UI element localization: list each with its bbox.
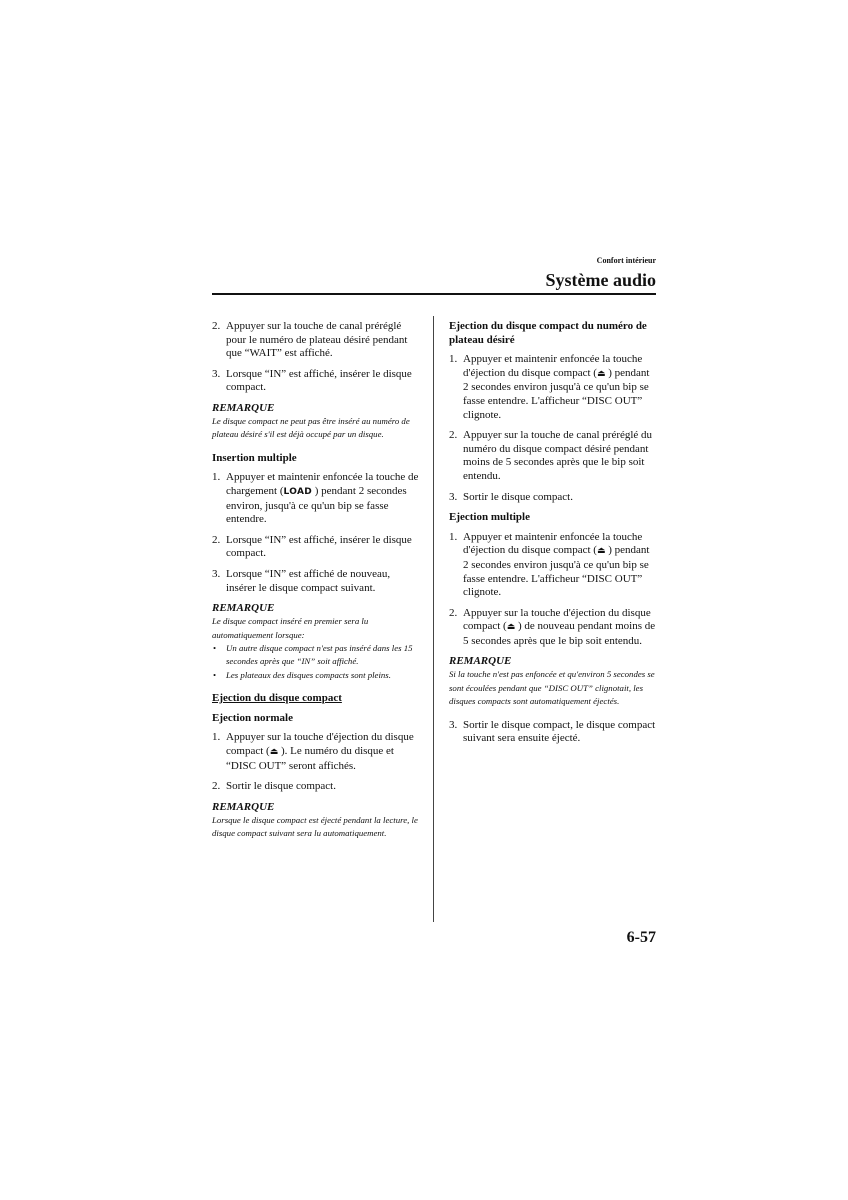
eject-icon: ⏏: [596, 546, 606, 557]
step-2: [212, 320, 420, 361]
eject-icon: ⏏: [506, 622, 516, 633]
step-text: Appuyer sur la touche d'éjection du disque compact (⏏ ) de nouveau pendant moins de 5 secondes après que le bip soit entendu.: [463, 606, 656, 647]
step-1: [449, 531, 657, 600]
step-1: [212, 471, 420, 526]
step-text: Appuyer sur la touche d'éjection du disque compact (⏏ ). Le numéro du disque et “DISC OUT” seront affichés.: [226, 731, 414, 772]
step-2: [212, 534, 420, 561]
step-3: [449, 719, 657, 746]
right-column: [449, 320, 657, 753]
heading-ejection: Ejection du disque compact: [212, 692, 342, 705]
step-number: 3.: [212, 367, 221, 380]
note-title: REMARQUE: [449, 655, 512, 668]
page-header: [212, 256, 656, 291]
step-number: 2.: [449, 429, 458, 442]
step-text: Appuyer et maintenir enfoncée la touche de chargement (LOAD ) pendant 2 secondes environ, jusqu'à ce qu'un bip se fasse entendre.: [226, 471, 419, 526]
heading-insertion-multiple: Insertion multiple: [212, 451, 297, 464]
eject-icon: ⏏: [269, 746, 279, 757]
step-2: [449, 607, 657, 649]
note-body: Le disque compact ne peut pas être inséré au numéro de plateau désiré s'il est déjà occupé par un disque.: [212, 415, 410, 440]
step-3: [212, 568, 420, 595]
step-number: 2.: [212, 780, 221, 793]
step-text: Appuyer sur la touche de canal préréglé du numéro du disque compact désiré pendant moins de 5 secondes après que le bip soit entendu.: [463, 429, 653, 482]
step-number: 1.: [449, 530, 458, 543]
note-title: REMARQUE: [212, 602, 275, 615]
step-number: 1.: [212, 471, 221, 484]
step-number: 2.: [212, 320, 221, 332]
column-divider: [433, 316, 434, 922]
step-number: 3.: [212, 567, 221, 580]
step-1: [212, 731, 420, 773]
step-1: [449, 353, 657, 422]
step-text: Appuyer et maintenir enfoncée la touche d'éjection du disque compact (⏏ ) pendant 2 secondes environ jusqu'à ce qu'un bip se fasse entendre. L'afficheur “DISC OUT” clignote.: [463, 353, 650, 421]
eject-icon: ⏏: [596, 368, 606, 379]
load-icon: LOAD: [283, 486, 312, 497]
step-number: 3.: [449, 490, 458, 503]
step-text: Sortir le disque compact.: [463, 490, 573, 503]
step-text: Lorsque “IN” est affiché, insérer le disque compact.: [226, 367, 412, 394]
note-body: Lorsque le disque compact est éjecté pendant la lecture, le disque compact suivant sera lu automatiquement.: [212, 814, 418, 839]
header-rule: [212, 293, 656, 295]
step-3: [449, 491, 657, 505]
step-number: 1.: [212, 731, 221, 744]
bullet-dot: •: [213, 642, 217, 653]
heading-eject-multiple: Ejection multiple: [449, 511, 530, 524]
note-body: Si la touche n'est pas enfoncée et qu'environ 5 secondes se sont écoulées pendant que “DISC OUT” clignotait, les disques compacts sont automatiquement éjectés.: [449, 669, 655, 707]
note-title: REMARQUE: [212, 800, 275, 813]
section-label: Confort intérieur: [596, 256, 656, 265]
heading-eject-selected-tray: Ejection du disque compact du numéro de plateau désiré: [449, 320, 647, 346]
step-text: Sortir le disque compact.: [226, 780, 336, 793]
step-text: Sortir le disque compact, le disque compact suivant sera ensuite éjecté.: [463, 718, 656, 745]
step-text: Appuyer sur la touche de canal préréglé pour le numéro de plateau désiré pendant que “WAIT” est affiché.: [226, 320, 408, 360]
note-body: Le disque compact inséré en premier sera lu automatiquement lorsque:: [212, 616, 369, 640]
left-column: [212, 320, 420, 851]
note-occupied-tray: [212, 402, 420, 442]
step-number: 2.: [449, 606, 458, 619]
note-title: REMARQUE: [212, 401, 275, 414]
step-2: [449, 429, 657, 483]
note-bullet: • Un autre disque compact n'est pas inséré dans les 15 secondes après que “IN” soit affiché.: [213, 642, 413, 667]
step-3: [212, 368, 420, 395]
step-text: Lorsque “IN” est affiché, insérer le disque compact.: [226, 533, 412, 560]
step-number: 2.: [212, 533, 221, 546]
step-text: Lorsque “IN” est affiché de nouveau, insérer le disque compact suivant.: [226, 567, 391, 594]
note-auto-play: [212, 602, 420, 682]
step-number: 3.: [449, 718, 458, 731]
subheading-normal-ejection: Ejection normale: [212, 711, 293, 724]
note-bullet: • Les plateaux des disques compacts sont pleins.: [212, 669, 420, 682]
step-2: [212, 780, 420, 794]
chapter-title: Système audio: [545, 270, 656, 290]
step-text: Appuyer et maintenir enfoncée la touche d'éjection du disque compact (⏏ ) pendant 2 secondes environ jusqu'à ce qu'un bip se fasse entendre. L'afficheur “DISC OUT” clignote.: [463, 530, 650, 599]
note-auto-eject: [449, 655, 657, 708]
step-number: 1.: [449, 353, 458, 366]
bullet-dot: •: [213, 669, 217, 680]
page-number: 6-57: [626, 929, 656, 946]
note-eject-during-play: [212, 801, 420, 841]
